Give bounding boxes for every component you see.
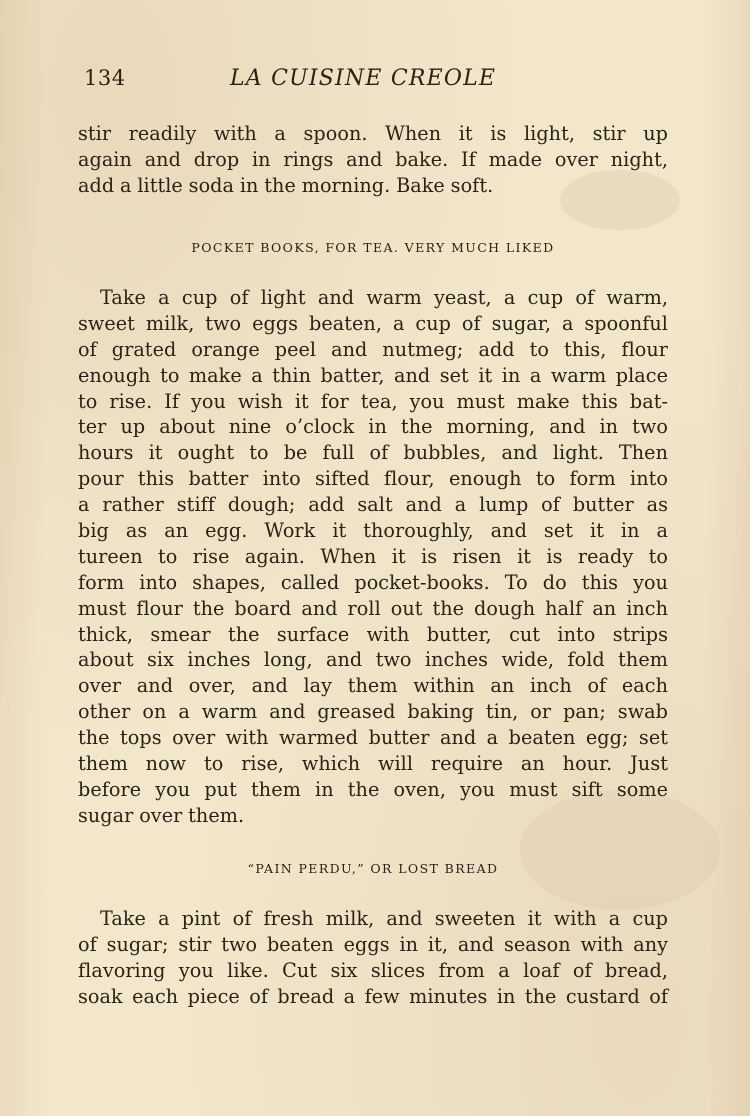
- text-line: enough to make a thin batter, and set it in a warm place: [78, 363, 668, 387]
- text-line: hours it ought to be full of bubbles, and light. Then: [78, 441, 668, 465]
- text-line: add a little soda in the morning. Bake soft.: [78, 173, 494, 197]
- recipe-heading-pocket-books: POCKET BOOKS, FOR TEA. VERY MUCH LIKED: [191, 240, 555, 255]
- text-line: other on a warm and greased baking tin, or pan; swab: [78, 700, 668, 724]
- text-line: about six inches long, and two inches wide, fold them: [78, 648, 668, 672]
- text-line: over and over, and lay them within an inch of each: [78, 674, 668, 698]
- text-line: sweet milk, two eggs beaten, a cup of sugar, a spoonful: [78, 311, 668, 335]
- text-line: sugar over them.: [78, 803, 245, 827]
- text-line: ter up about nine o’clock in the morning, and in two: [78, 415, 668, 439]
- text-line: of grated orange peel and nutmeg; add to this, flour: [78, 337, 668, 361]
- text-line: form into shapes, called pocket-books. To do this you: [78, 570, 668, 594]
- text-line: must flour the board and roll out the dough half an inch: [78, 596, 668, 620]
- text-line: the tops over with warmed butter and a beaten egg; set: [78, 726, 668, 750]
- recipe-paragraph-pain-perdu: [78, 906, 668, 1010]
- text-line: tureen to rise again. When it is risen it is ready to: [78, 544, 668, 568]
- text-line: again and drop in rings and bake. If made over night,: [78, 147, 668, 171]
- text-line: before you put them in the oven, you must sift some: [78, 777, 668, 801]
- recipe-paragraph-pocket-books: [78, 285, 668, 829]
- page-number: 134: [84, 66, 126, 90]
- text-line: stir readily with a spoon. When it is light, stir up: [78, 122, 668, 145]
- text-line: them now to rise, which will require an hour. Just: [78, 752, 668, 776]
- text-line: Take a pint of fresh milk, and sweeten it with a cup: [100, 907, 668, 930]
- running-head: [84, 66, 684, 100]
- recipe-heading-pain-perdu: “PAIN PERDU,” OR LOST BREAD: [247, 861, 499, 876]
- text-line: soak each piece of bread a few minutes in the custard of: [78, 984, 668, 1008]
- continuation-paragraph: [78, 121, 668, 199]
- text-line: pour this batter into sifted flour, enough to form into: [78, 467, 668, 491]
- text-line: to rise. If you wish it for tea, you must make this bat-: [78, 389, 668, 413]
- running-title: LA CUISINE CREOLE: [230, 66, 497, 91]
- text-line: thick, smear the surface with butter, cut into strips: [78, 622, 668, 646]
- text-line: flavoring you like. Cut six slices from a loaf of bread,: [78, 958, 668, 982]
- text-line: Take a cup of light and warm yeast, a cup of warm,: [100, 286, 668, 309]
- text-line: big as an egg. Work it thoroughly, and set it in a: [78, 519, 668, 543]
- text-line: of sugar; stir two beaten eggs in it, and season with any: [78, 932, 668, 956]
- text-line: a rather stiff dough; add salt and a lump of butter as: [78, 493, 668, 517]
